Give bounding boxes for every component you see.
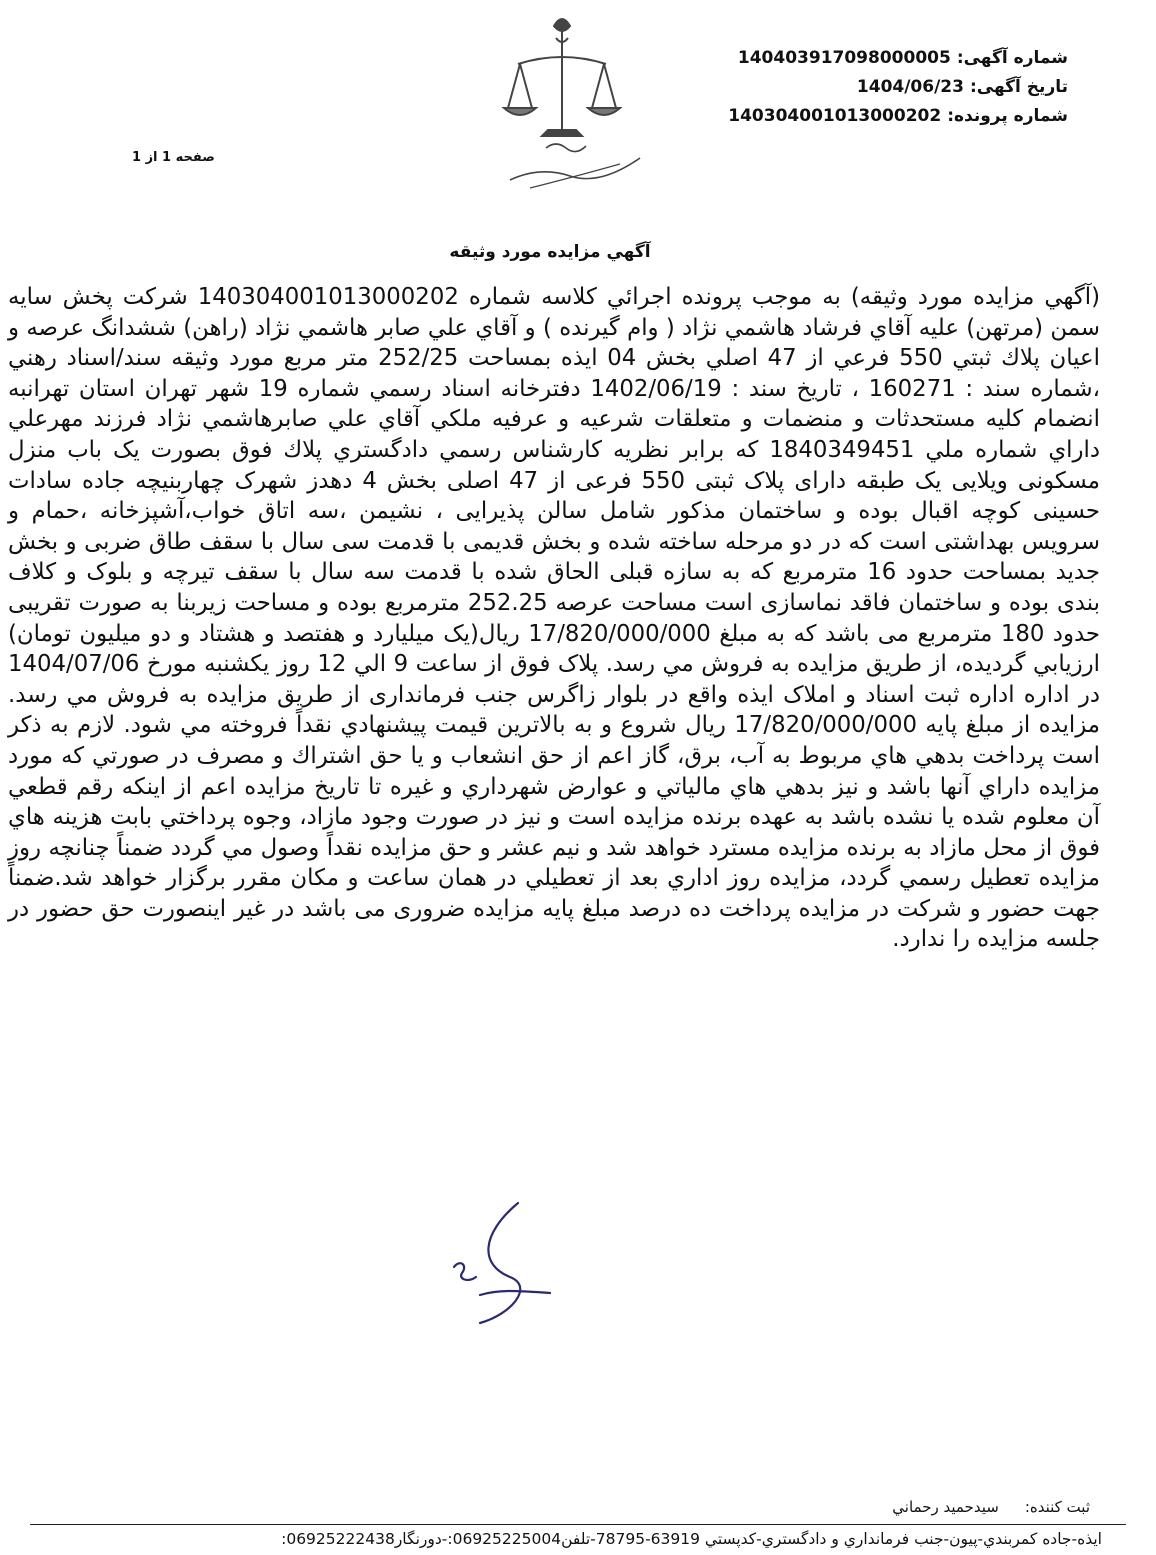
scales-of-justice-emblem-icon [490,8,660,198]
notice-number-label: شماره آگهی: [956,48,1068,68]
notice-date-label: تاریخ آگهی: [969,77,1068,97]
handwritten-signature-icon [440,1195,570,1335]
notice-date-row [648,73,1068,102]
signature [440,1195,570,1335]
notice-title: آگهي مزايده مورد وثيقه [449,242,651,262]
notice-date: 1404/06/23 [856,77,964,97]
file-number-label: شماره پرونده: [947,106,1068,126]
notice-number: 140403917098000005 [737,48,951,68]
footer-divider [30,1524,1126,1525]
page-number: صفحه 1 از 1 [132,150,215,165]
footer-address: ايذه-جاده كمربندي-پيون-جنب فرمانداري و دادگستري-كدپستي 63919-78795-تلفن06925225004:-دورنگار06925222438: [281,1530,1102,1548]
registrar-name: سيدحميد رحماني [892,1498,999,1516]
file-number: 140304001013000202 [728,106,942,126]
notice-number-row [648,44,1068,73]
file-number-row [648,102,1068,131]
registrar [892,1498,1090,1516]
notice-body: (آگهي مزايده مورد وثيقه) به موجب پرونده اجرائي كلاسه شماره 140304001013000202 شركت پخش سايه سمن (مرتهن) عليه آقاي فرشاد هاشمي نژاد ( وام گيرنده ) و آقاي علي صابر هاشمي نژاد (راهن) ششدانگ عرصه و اعيان پلاك ثبتي 550 فرعي از 47 اصلي بخش 04 ايذه بمساحت 252/25 متر مربع مورد وثيقه سند/اسناد رهني ،شماره سند : 160271 ، تاريخ سند : 1402/06/19 دفترخانه اسناد رسمي شماره 19 شهر تهران استان تهرانبه انضمام كليه مستحدثات و منضمات و متعلقات شرعيه و عرفيه ملكي آقاي علي صابرهاشمي نژاد فرزند مهرعلي داراي شماره ملي 1840349451 كه برابر نظريه كارشناس رسمي دادگستري پلاك فوق بصورت یک باب منزل مسکونی ویلایی یک طبقه دارای پلاک ثبتی 550 فرعی از 47 اصلی بخش 4 دهدز شهرک چهاربنیچه جاده سادات حسینی کوچه اقبال بوده و ساختمان مذکور شامل سالن پذیرایی ، نشیمن ،سه اتاق خواب،آشپزخانه ،حمام و سرویس بهداشتی است که در دو مرحله ساخته شده و بخش قدیمی با قدمت سی سال با سقف طاق ضربی و بخش جدید بمساحت حدود 16 مترمربع که به سازه قبلی الحاق شده با قدمت سه سال با سقف تیرچه و بلوک و کلاف بندی بوده و ساختمان فاقد نماسازی است مساحت عرصه 252.25 مترمربع بوده و مساحت زیربنا به صورت تقریبی حدود 180 مترمربع می باشد كه به مبلغ 17/820/000/000 ريال(يک ميليارد و هفتصد و هشتاد و دو ميليون تومان) ارزيابي گرديده، از طريق مزايده به فروش مي رسد. پلاک فوق از ساعت 9 الي 12 روز يكشنبه مورخ 1404/07/06 در اداره اداره ثبت اسناد و املاک ایذه واقع در بلوار زاگرس جنب فرمانداری از طريق مزايده به فروش مي رسد. مزايده از مبلغ پايه 17/820/000/000 ريال شروع و به بالاترين قيمت پيشنهادي نقداً فروخته مي شود. لازم به ذكر است پرداخت بدهي هاي مربوط به آب، برق، گاز اعم از حق انشعاب و يا حق اشتراك و مصرف در صورتي كه مورد مزايده داراي آنها باشد و نيز بدهي هاي مالياتي و عوارض شهرداري و غيره تا تاريخ مزايده اعم از اينكه رقم قطعي آن معلوم شده يا نشده باشد به عهده برنده مزايده است و نيز در صورت وجود مازاد، وجوه پرداختي بابت هزينه هاي فوق از محل مازاد به برنده مزايده مسترد خواهد شد و نيم عشر و حق مزايده نقداً وصول مي گردد ضمناً چنانچه روز مزايده تعطيل رسمي گردد، مزايده روز اداري بعد از تعطيلي در همان ساعت و مكان مقرر برگزار خواهد شد.ضمناً جهت حضور و شرکت در مزایده پرداخت ده درصد مبلغ پایه مزایده ضروری می باشد در غیر اینصورت حق حضور در جلسه مزایده را ندارد. [8,284,1101,953]
judiciary-emblem [490,8,660,198]
registrar-label: ثبت كننده: [1024,1498,1090,1516]
notice-meta [648,44,1068,131]
